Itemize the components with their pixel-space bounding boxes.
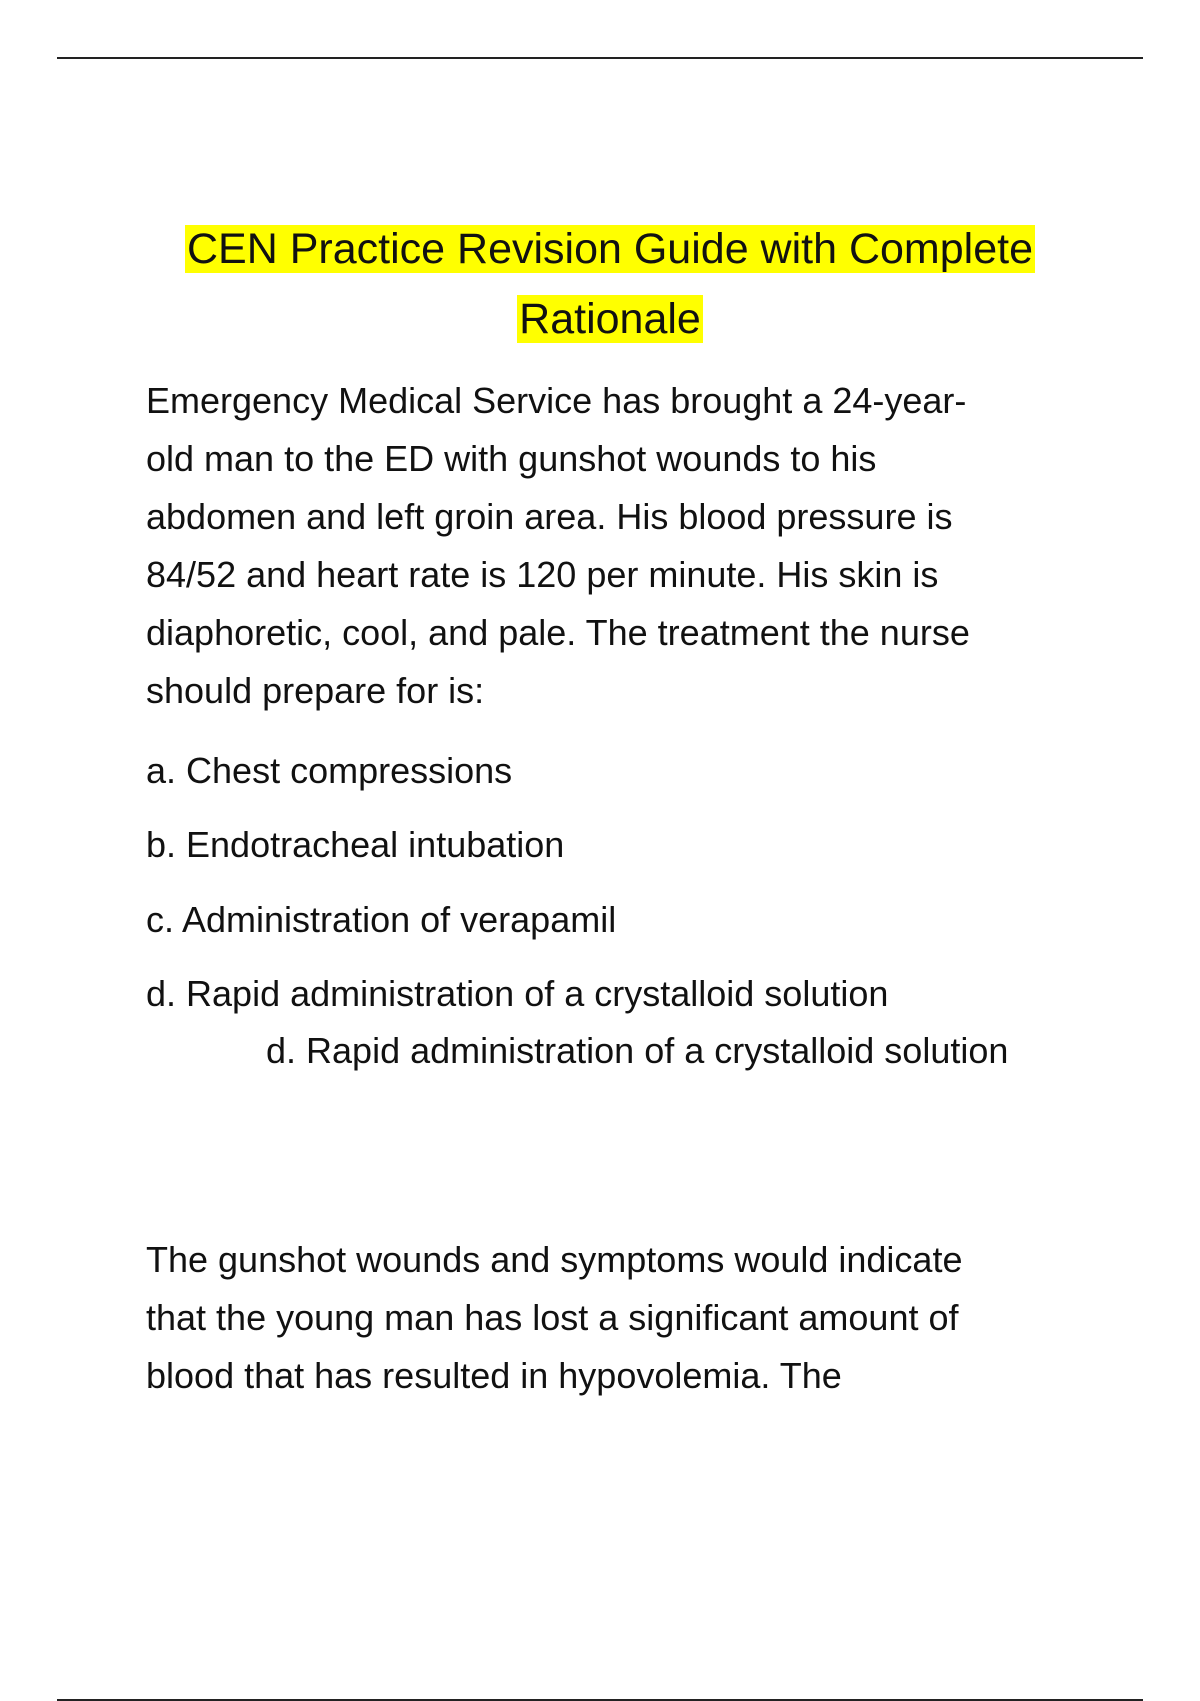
title-line-2: Rationale: [519, 295, 701, 343]
document-title: [120, 214, 1100, 354]
stem-line: old man to the ED with gunshot wounds to his: [146, 438, 877, 479]
rationale-line: The gunshot wounds and symptoms would indicate: [146, 1239, 963, 1280]
option-c: c. Administration of verapamil: [146, 899, 617, 940]
correct-answer: d. Rapid administration of a crystalloid solution: [266, 1030, 1009, 1071]
title-line-1: CEN Practice Revision Guide with Complete: [187, 225, 1033, 273]
stem-line: Emergency Medical Service has brought a 24-year-: [146, 380, 967, 421]
rationale-line: that the young man has lost a significant amount of: [146, 1297, 959, 1338]
option-a: a. Chest compressions: [146, 750, 513, 791]
rationale-text: [146, 1231, 1106, 1405]
stem-line: 84/52 and heart rate is 120 per minute. His skin is: [146, 554, 939, 595]
rationale-line: blood that has resulted in hypovolemia. The: [146, 1355, 842, 1396]
top-divider: [57, 57, 1143, 59]
option-d: d. Rapid administration of a crystalloid solution: [146, 973, 889, 1014]
stem-line: diaphoretic, cool, and pale. The treatment the nurse: [146, 612, 970, 653]
stem-line: abdomen and left groin area. His blood pressure is: [146, 496, 953, 537]
question-stem: [146, 372, 1106, 720]
option-b: b. Endotracheal intubation: [146, 824, 565, 865]
stem-line: should prepare for is:: [146, 670, 485, 711]
